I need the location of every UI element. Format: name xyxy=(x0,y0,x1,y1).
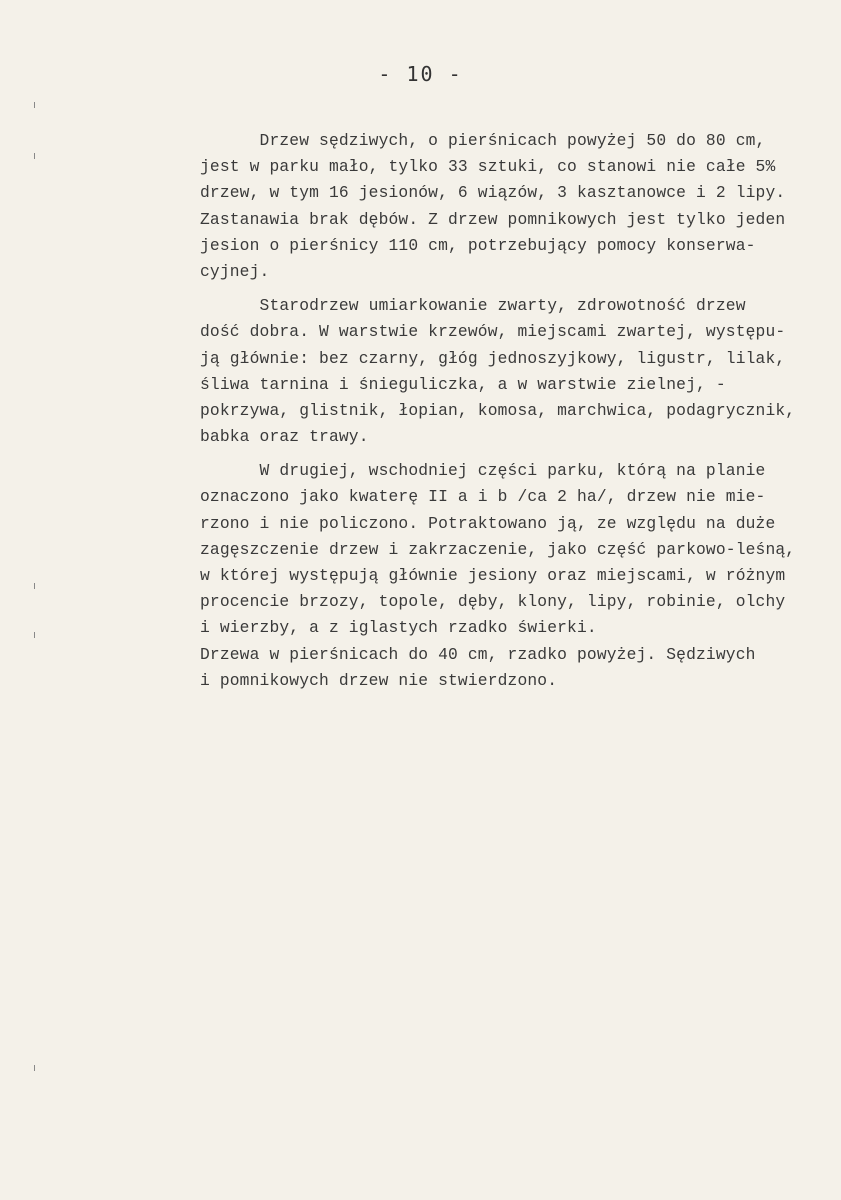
text-line: zagęszczenie drzew i zakrzaczenie, jako część parkowo-leśną, xyxy=(200,539,796,559)
text-line: jest w parku mało, tylko 33 sztuki, co stanowi nie całe 5% xyxy=(200,157,776,177)
paragraph-2 xyxy=(200,293,840,450)
margin-mark xyxy=(34,1065,35,1071)
text-line: Drzew sędziwych, o pierśnicach powyżej 50 do 80 cm, xyxy=(200,131,766,150)
text-line: dość dobra. W warstwie krzewów, miejscami zwartej, występu- xyxy=(200,322,786,342)
text-line: drzew, w tym 16 jesionów, 6 wiązów, 3 kasztanowce i 2 lipy. xyxy=(200,183,786,203)
text-line: Starodrzew umiarkowanie zwarty, zdrowotność drzew xyxy=(200,296,746,316)
text-line: pokrzywa, glistnik, łopian, komosa, marchwica, podagrycznik, xyxy=(200,400,796,420)
text-line: cyjnej. xyxy=(200,261,270,281)
text-line: jesion o pierśnicy 110 cm, potrzebujący pomocy konserwa- xyxy=(200,235,756,255)
margin-mark xyxy=(34,153,35,159)
text-line: oznaczono jako kwaterę II a i b /ca 2 ha/, drzew nie mie- xyxy=(200,487,766,507)
text-line: procencie brzozy, topole, dęby, klony, lipy, robinie, olchy xyxy=(200,592,786,612)
margin-mark xyxy=(34,583,35,589)
text-line: ją głównie: bez czarny, głóg jednoszyjkowy, ligustr, lilak, xyxy=(200,348,786,368)
text-line: rzono i nie policzono. Potraktowano ją, ze względu na duże xyxy=(200,513,776,533)
typed-text-body xyxy=(200,128,840,694)
paragraph-3 xyxy=(200,458,840,694)
text-line: śliwa tarnina i śnieguliczka, a w warstwie zielnej, - xyxy=(200,374,726,394)
text-line: Zastanawia brak dębów. Z drzew pomnikowych jest tylko jeden xyxy=(200,209,786,229)
page-number: - 10 - xyxy=(378,62,463,86)
text-line: W drugiej, wschodniej części parku, którą na planie xyxy=(200,461,766,481)
margin-mark xyxy=(34,102,35,108)
margin-mark xyxy=(34,632,35,638)
text-line: i pomnikowych drzew nie stwierdzono. xyxy=(200,670,558,690)
text-line: Drzewa w pierśnicach do 40 cm, rzadko powyżej. Sędziwych xyxy=(200,644,756,664)
paragraph-1 xyxy=(200,128,840,285)
text-line: w której występują głównie jesiony oraz miejscami, w różnym xyxy=(200,566,786,585)
text-line: babka oraz trawy. xyxy=(200,427,369,447)
text-line: i wierzby, a z iglastych rzadko świerki. xyxy=(200,618,597,638)
